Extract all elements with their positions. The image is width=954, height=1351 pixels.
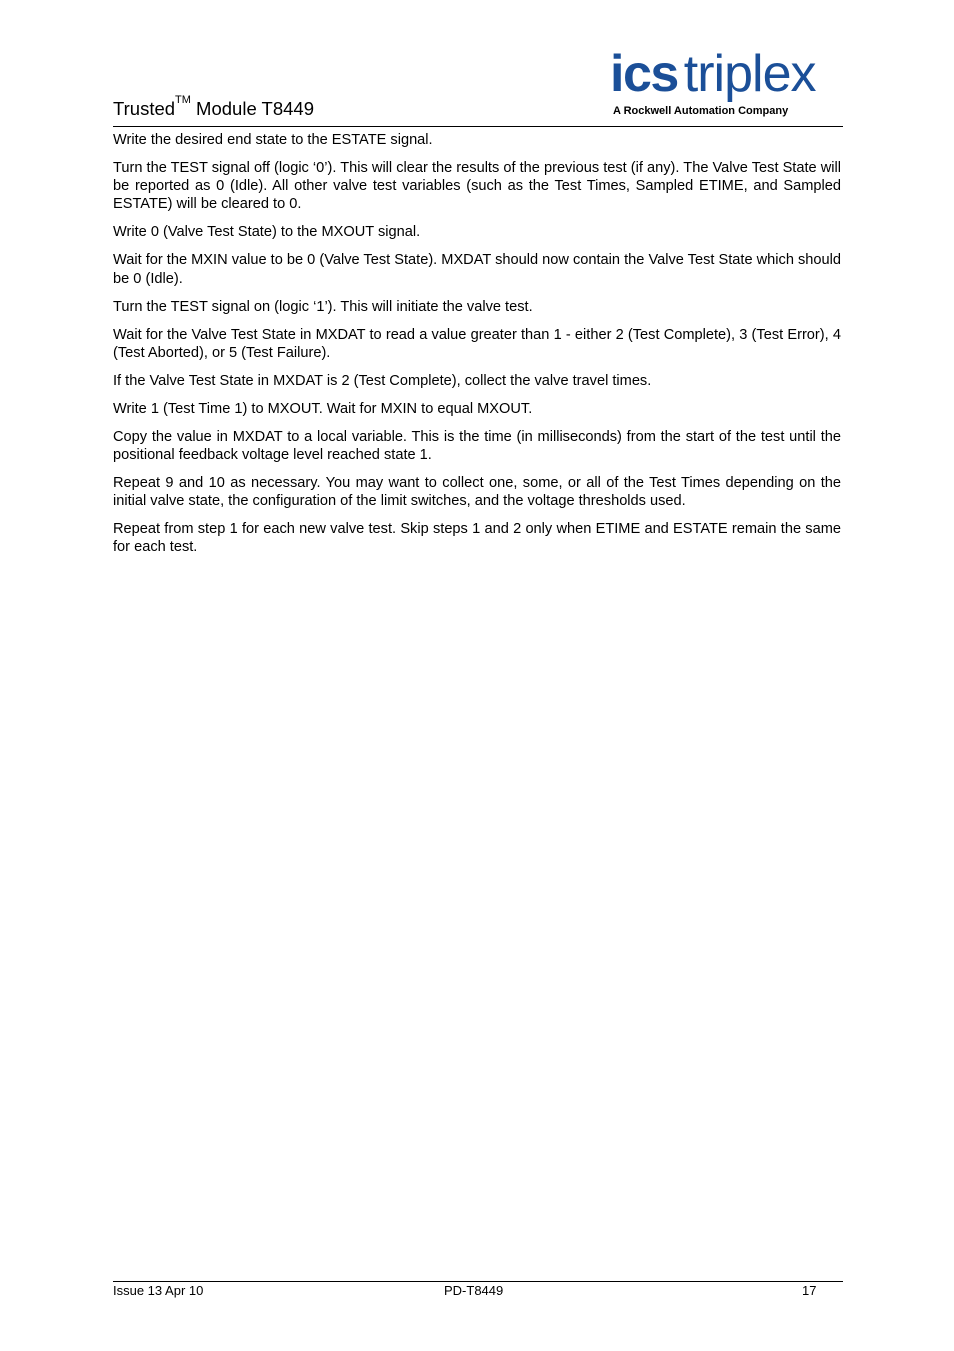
page-header-title: [113, 94, 314, 120]
footer-issue: Issue 13 Apr 10: [113, 1283, 204, 1298]
paragraph-6: Wait for the Valve Test State in MXDAT to read a value greater than 1 - either 2 (Test Complete), 3 (Test Error), 4 (Test Aborted), or 5 (Test Failure).: [113, 326, 841, 361]
paragraph-2: Turn the TEST signal off (logic ‘0’). This will clear the results of the previous test (if any). The Valve Test State will be reported as 0 (Idle). All other valve test variables (such as the Test Times, Sampled ETIME, and Sampled ESTATE) will be cleared to 0.: [113, 160, 841, 213]
paragraph-7: If the Valve Test State in MXDAT is 2 (Test Complete), collect the valve travel times.: [113, 372, 652, 389]
header-title-suffix: Module T8449: [190, 98, 314, 119]
paragraph-4: Wait for the MXIN value to be 0 (Valve Test State). MXDAT should now contain the Valve Test State which should be 0 (Idle).: [113, 252, 841, 287]
footer-document-id: PD-T8449: [444, 1283, 504, 1298]
paragraph-5: Turn the TEST signal on (logic ‘1’). This will initiate the valve test.: [113, 298, 533, 315]
header-divider: [113, 126, 843, 127]
paragraph-3: Write 0 (Valve Test State) to the MXOUT signal.: [113, 224, 421, 241]
document-body: [113, 131, 841, 566]
logo-word-triplex: triplex: [683, 45, 816, 103]
logo-tagline: A Rockwell Automation Company: [613, 105, 789, 117]
paragraph-10: Repeat 9 and 10 as necessary. You may want to collect one, some, or all of the Test Times depending on the initial valve state, the configuration of the limit switches, and the voltage thresholds used.: [113, 475, 841, 510]
footer-divider: [113, 1281, 843, 1282]
paragraph-8: Write 1 (Test Time 1) to MXOUT. Wait for MXIN to equal MXOUT.: [113, 400, 533, 417]
header-title-prefix: Trusted: [113, 98, 176, 119]
logo-word-ics: ics: [610, 45, 678, 103]
paragraph-1: Write the desired end state to the ESTATE signal.: [113, 132, 433, 148]
logo-wordmark: [610, 44, 816, 104]
ics-triplex-logo: [610, 44, 844, 124]
paragraph-11: Repeat from step 1 for each new valve test. Skip steps 1 and 2 only when ETIME and ESTATE remain the same for each test.: [113, 521, 841, 556]
paragraph-9: Copy the value in MXDAT to a local variable. This is the time (in milliseconds) from the start of the test until the positional feedback voltage level reached state 1.: [113, 428, 841, 464]
footer-page-number: 17: [802, 1283, 817, 1298]
trademark-superscript: TM: [175, 94, 191, 106]
